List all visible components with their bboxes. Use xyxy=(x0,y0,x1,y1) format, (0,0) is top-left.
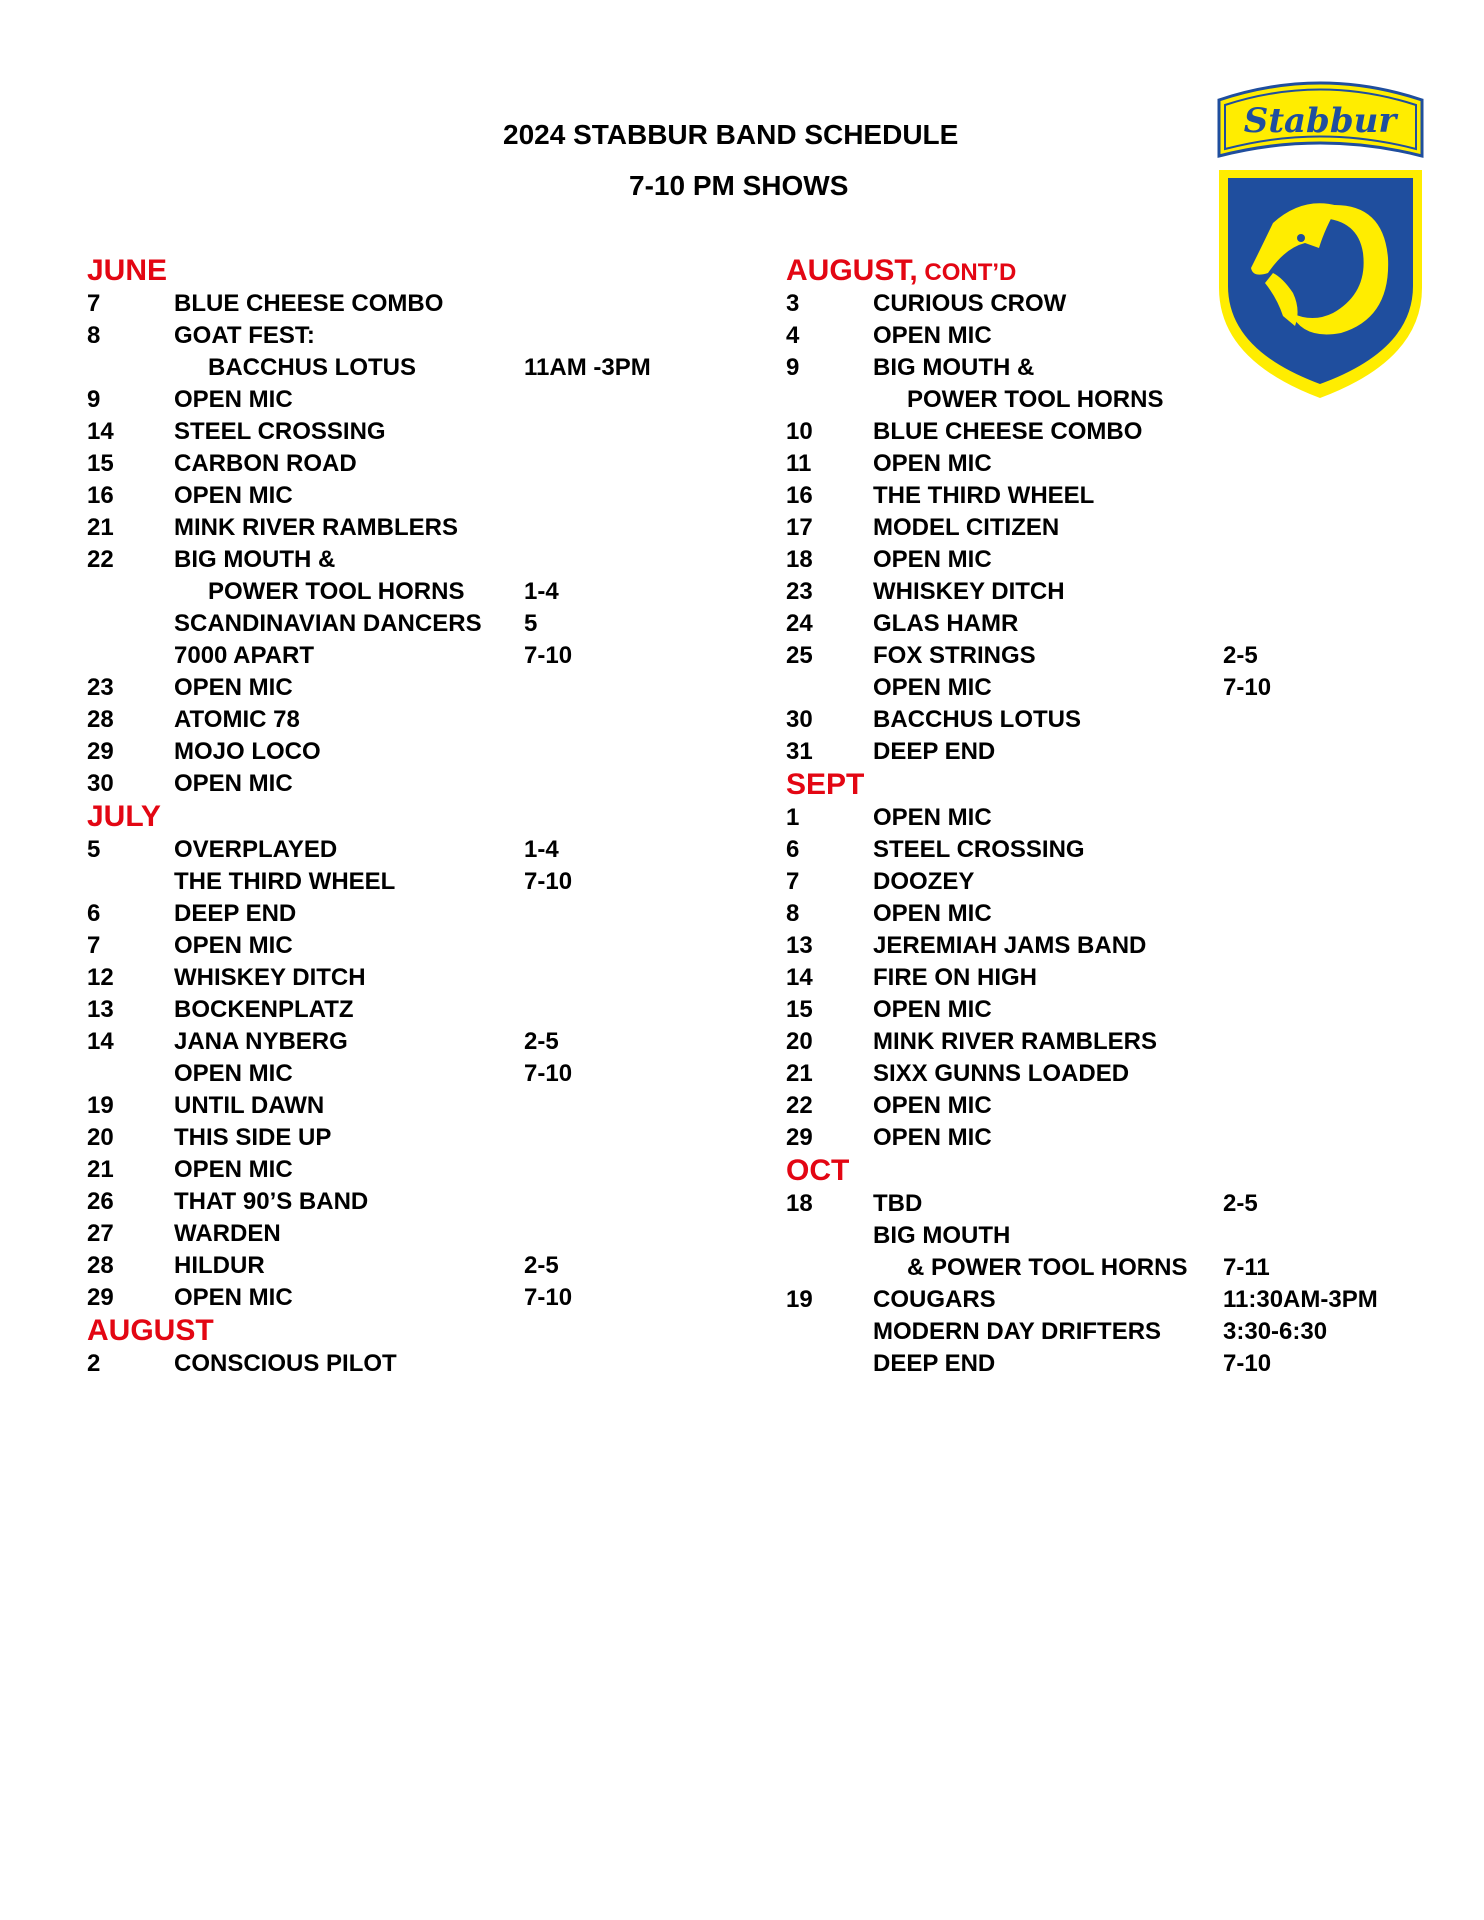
band-name: JEREMIAH JAMS BAND xyxy=(873,932,1147,959)
schedule-row xyxy=(786,384,1406,416)
show-time xyxy=(1223,866,1406,898)
show-time xyxy=(1223,320,1406,352)
show-date: 17 xyxy=(786,514,813,541)
show-time: 2-5 xyxy=(524,1252,559,1279)
band-name: OPEN MIC xyxy=(873,546,992,573)
band-name: OPEN MIC xyxy=(873,1092,992,1119)
band-name: OPEN MIC xyxy=(873,674,992,701)
show-date: 26 xyxy=(87,1188,114,1215)
show-time xyxy=(524,480,707,512)
schedule-row xyxy=(786,834,1406,866)
show-date: 3 xyxy=(786,290,800,317)
schedule-row xyxy=(87,1122,707,1154)
show-time xyxy=(1223,802,1406,834)
show-date: 23 xyxy=(786,578,813,605)
show-date xyxy=(87,608,174,640)
schedule-row xyxy=(786,1122,1406,1154)
show-date: 9 xyxy=(786,354,800,381)
band-name: THAT 90’S BAND xyxy=(174,1188,369,1215)
show-date: 8 xyxy=(87,322,101,349)
band-name: OPEN MIC xyxy=(174,386,293,413)
show-date: 6 xyxy=(87,900,101,927)
show-time: 1-4 xyxy=(524,578,559,605)
schedule-row xyxy=(786,1220,1406,1252)
show-time xyxy=(524,384,707,416)
show-time xyxy=(524,930,707,962)
schedule-row xyxy=(87,320,707,352)
show-time xyxy=(1223,352,1406,384)
show-time: 11:30AM-3PM xyxy=(1223,1286,1378,1313)
show-time xyxy=(1223,704,1406,736)
band-name: OPEN MIC xyxy=(174,674,293,701)
show-date: 12 xyxy=(87,964,114,991)
show-time xyxy=(524,704,707,736)
band-name: 7000 APART xyxy=(174,642,315,669)
band-name: STEEL CROSSING xyxy=(873,836,1085,863)
schedule-row xyxy=(786,448,1406,480)
show-date: 13 xyxy=(786,932,813,959)
band-name: COUGARS xyxy=(873,1286,996,1313)
show-time xyxy=(1223,834,1406,866)
show-date: 9 xyxy=(87,386,101,413)
show-time: 1-4 xyxy=(524,836,559,863)
schedule-row xyxy=(786,736,1406,768)
show-time: 7-10 xyxy=(524,1284,573,1311)
show-time xyxy=(1223,608,1406,640)
band-name: CURIOUS CROW xyxy=(873,290,1067,317)
schedule-row xyxy=(87,640,707,672)
schedule-row xyxy=(87,448,707,480)
band-name: OPEN MIC xyxy=(174,1156,293,1183)
show-date: 27 xyxy=(87,1220,114,1247)
show-time xyxy=(524,736,707,768)
show-date: 15 xyxy=(87,450,114,477)
schedule-row xyxy=(786,1188,1406,1220)
show-date: 15 xyxy=(786,996,813,1023)
show-time xyxy=(1223,480,1406,512)
show-date: 30 xyxy=(87,770,114,797)
show-time: 5 xyxy=(524,610,538,637)
schedule-row xyxy=(786,930,1406,962)
show-time xyxy=(1223,416,1406,448)
band-name: THIS SIDE UP xyxy=(174,1124,332,1151)
schedule-row xyxy=(786,544,1406,576)
schedule-row xyxy=(786,480,1406,512)
show-date: 23 xyxy=(87,674,114,701)
show-date xyxy=(786,1252,873,1284)
month-label: OCT xyxy=(786,1154,850,1187)
band-name: BIG MOUTH xyxy=(873,1222,1011,1249)
band-name: BACCHUS LOTUS xyxy=(208,354,416,381)
band-name: MODERN DAY DRIFTERS xyxy=(873,1318,1162,1345)
schedule-row xyxy=(786,288,1406,320)
band-name: BLUE CHEESE COMBO xyxy=(873,418,1143,445)
band-name: OPEN MIC xyxy=(174,932,293,959)
show-date xyxy=(87,1058,174,1090)
schedule-row xyxy=(87,1058,707,1090)
show-date: 2 xyxy=(87,1350,101,1377)
band-name: & POWER TOOL HORNS xyxy=(907,1254,1188,1281)
month-label: JUNE xyxy=(87,254,168,287)
schedule-row xyxy=(87,1250,707,1282)
schedule-row xyxy=(87,834,707,866)
page-subtitle: 7-10 PM SHOWS xyxy=(629,170,849,201)
show-time xyxy=(524,416,707,448)
band-name: DOOZEY xyxy=(873,868,975,895)
show-date xyxy=(786,384,873,416)
show-date: 31 xyxy=(786,738,813,765)
show-time xyxy=(1223,898,1406,930)
schedule-row xyxy=(87,480,707,512)
show-date xyxy=(786,1316,873,1348)
show-date: 24 xyxy=(786,610,813,637)
schedule-row xyxy=(87,866,707,898)
schedule-row xyxy=(786,672,1406,704)
band-name: FOX STRINGS xyxy=(873,642,1036,669)
band-name: OPEN MIC xyxy=(174,1284,293,1311)
schedule-row xyxy=(87,1154,707,1186)
band-name: SCANDINAVIAN DANCERS xyxy=(174,610,482,637)
show-date: 14 xyxy=(786,964,813,991)
month-heading xyxy=(87,800,707,834)
band-name: OPEN MIC xyxy=(873,1124,992,1151)
schedule-row xyxy=(87,544,707,576)
band-name: OVERPLAYED xyxy=(174,836,338,863)
schedule-row xyxy=(87,384,707,416)
band-name: POWER TOOL HORNS xyxy=(208,578,465,605)
schedule-row xyxy=(87,1186,707,1218)
schedule-row xyxy=(87,1026,707,1058)
band-name: OPEN MIC xyxy=(873,996,992,1023)
show-time xyxy=(524,1122,707,1154)
band-name: DEEP END xyxy=(873,1350,996,1377)
band-name: OPEN MIC xyxy=(873,900,992,927)
schedule-row xyxy=(786,640,1406,672)
schedule-row xyxy=(87,288,707,320)
show-time xyxy=(1223,1026,1406,1058)
show-date xyxy=(786,1348,873,1380)
logo-text: Stabbur xyxy=(1243,101,1397,141)
show-date: 21 xyxy=(87,1156,114,1183)
band-name: HILDUR xyxy=(174,1252,265,1279)
show-date: 13 xyxy=(87,996,114,1023)
show-time xyxy=(524,768,707,800)
show-time: 11AM -3PM xyxy=(524,354,651,381)
show-time xyxy=(1223,1058,1406,1090)
show-date: 8 xyxy=(786,900,800,927)
schedule-row xyxy=(786,1090,1406,1122)
band-name: BLUE CHEESE COMBO xyxy=(174,290,444,317)
show-time xyxy=(524,1186,707,1218)
band-name: MODEL CITIZEN xyxy=(873,514,1060,541)
month-label: AUGUST xyxy=(87,1314,214,1347)
show-date: 21 xyxy=(786,1060,813,1087)
schedule-row xyxy=(87,736,707,768)
show-date: 18 xyxy=(786,1190,813,1217)
schedule-row xyxy=(786,802,1406,834)
band-name: TBD xyxy=(873,1190,923,1217)
show-date: 28 xyxy=(87,1252,114,1279)
show-date: 22 xyxy=(87,546,114,573)
show-time: 7-10 xyxy=(524,1060,573,1087)
schedule-row xyxy=(786,994,1406,1026)
show-time: 2-5 xyxy=(1223,642,1258,669)
show-date xyxy=(87,866,174,898)
band-name: OPEN MIC xyxy=(174,1060,293,1087)
schedule-row xyxy=(87,1218,707,1250)
month-label: AUGUST, xyxy=(786,254,918,287)
band-name: CONSCIOUS PILOT xyxy=(174,1350,397,1377)
schedule-row xyxy=(786,1348,1406,1380)
band-name: POWER TOOL HORNS xyxy=(907,386,1164,413)
show-time xyxy=(1223,448,1406,480)
show-date: 16 xyxy=(87,482,114,509)
show-time xyxy=(524,898,707,930)
band-name: STEEL CROSSING xyxy=(174,418,386,445)
show-time xyxy=(524,288,707,320)
band-name: GLAS HAMR xyxy=(873,610,1019,637)
schedule-row xyxy=(87,704,707,736)
show-date: 29 xyxy=(786,1124,813,1151)
show-date xyxy=(87,352,174,384)
schedule-row xyxy=(87,1090,707,1122)
band-name: BOCKENPLATZ xyxy=(174,996,354,1023)
schedule-row xyxy=(786,576,1406,608)
right-column xyxy=(786,254,1406,1380)
band-name: DEEP END xyxy=(174,900,297,927)
show-time: 2-5 xyxy=(524,1028,559,1055)
show-date xyxy=(87,640,174,672)
schedule-row xyxy=(786,962,1406,994)
show-date: 6 xyxy=(786,836,800,863)
show-date: 20 xyxy=(87,1124,114,1151)
show-time xyxy=(524,1090,707,1122)
show-date: 18 xyxy=(786,546,813,573)
show-time xyxy=(524,544,707,576)
show-time xyxy=(1223,544,1406,576)
band-name: MINK RIVER RAMBLERS xyxy=(873,1028,1158,1055)
show-date: 7 xyxy=(87,932,101,959)
schedule-row xyxy=(786,1316,1406,1348)
band-name: UNTIL DAWN xyxy=(174,1092,325,1119)
show-time xyxy=(524,1218,707,1250)
left-column xyxy=(87,254,707,1380)
band-name: JANA NYBERG xyxy=(174,1028,348,1055)
show-time xyxy=(1223,384,1406,416)
show-time: 7-10 xyxy=(524,642,573,669)
schedule-row xyxy=(87,898,707,930)
band-name: GOAT FEST: xyxy=(174,322,315,349)
show-date: 7 xyxy=(87,290,101,317)
show-time: 7-11 xyxy=(1223,1254,1270,1281)
band-name: WARDEN xyxy=(174,1220,281,1247)
month-heading xyxy=(786,254,1406,288)
show-date: 1 xyxy=(786,804,800,831)
band-name: FIRE ON HIGH xyxy=(873,964,1038,991)
show-date: 19 xyxy=(87,1092,114,1119)
schedule-row xyxy=(786,1026,1406,1058)
month-label: JULY xyxy=(87,800,161,833)
schedule-row xyxy=(87,576,707,608)
show-date: 29 xyxy=(87,1284,114,1311)
show-time xyxy=(524,962,707,994)
band-name: WHISKEY DITCH xyxy=(174,964,366,991)
band-name: OPEN MIC xyxy=(873,322,992,349)
month-suffix: CONT’D xyxy=(917,259,1017,286)
band-name: BIG MOUTH & xyxy=(174,546,336,573)
show-date: 30 xyxy=(786,706,813,733)
show-date: 4 xyxy=(786,322,800,349)
show-time: 7-10 xyxy=(1223,1350,1272,1377)
month-heading xyxy=(87,1314,707,1348)
show-time xyxy=(524,1348,707,1380)
band-name: MOJO LOCO xyxy=(174,738,321,765)
month-heading xyxy=(786,1154,1406,1188)
schedule-row xyxy=(786,416,1406,448)
schedule-row xyxy=(87,352,707,384)
schedule-row xyxy=(786,320,1406,352)
show-time xyxy=(524,672,707,704)
show-date: 10 xyxy=(786,418,813,445)
band-name: BIG MOUTH & xyxy=(873,354,1035,381)
show-date: 11 xyxy=(786,450,812,477)
schedule-row xyxy=(786,866,1406,898)
band-name: THE THIRD WHEEL xyxy=(174,868,396,895)
schedule-row xyxy=(786,1252,1406,1284)
band-name: OPEN MIC xyxy=(873,804,992,831)
band-name: WHISKEY DITCH xyxy=(873,578,1065,605)
band-name: DEEP END xyxy=(873,738,996,765)
show-time xyxy=(1223,1220,1406,1252)
show-time xyxy=(524,448,707,480)
month-heading xyxy=(786,768,1406,802)
show-time: 3:30-6:30 xyxy=(1223,1318,1328,1345)
show-time: 2-5 xyxy=(1223,1190,1258,1217)
schedule-row xyxy=(786,608,1406,640)
band-name: CARBON ROAD xyxy=(174,450,357,477)
show-time xyxy=(1223,512,1406,544)
schedule-row xyxy=(87,1348,707,1380)
month-label: SEPT xyxy=(786,768,865,801)
show-date: 14 xyxy=(87,1028,114,1055)
schedule-row xyxy=(87,768,707,800)
band-name: ATOMIC 78 xyxy=(174,706,300,733)
show-time xyxy=(1223,994,1406,1026)
show-time xyxy=(524,512,707,544)
band-name: OPEN MIC xyxy=(873,450,992,477)
schedule-row xyxy=(786,1058,1406,1090)
schedule-row xyxy=(786,1284,1406,1316)
schedule-row xyxy=(87,416,707,448)
show-time xyxy=(1223,736,1406,768)
schedule-row xyxy=(786,512,1406,544)
show-date: 14 xyxy=(87,418,114,445)
show-time xyxy=(1223,1122,1406,1154)
show-time xyxy=(1223,962,1406,994)
show-date: 29 xyxy=(87,738,114,765)
show-date: 20 xyxy=(786,1028,813,1055)
show-time xyxy=(1223,1090,1406,1122)
schedule-row xyxy=(786,704,1406,736)
band-name: THE THIRD WHEEL xyxy=(873,482,1095,509)
show-time xyxy=(1223,288,1406,320)
show-date: 7 xyxy=(786,868,800,895)
schedule-row xyxy=(786,898,1406,930)
show-date: 25 xyxy=(786,642,813,669)
show-date: 28 xyxy=(87,706,114,733)
schedule-row xyxy=(87,1282,707,1314)
month-heading xyxy=(87,254,707,288)
schedule-row xyxy=(87,672,707,704)
schedule-row xyxy=(87,994,707,1026)
show-date: 5 xyxy=(87,836,101,863)
band-name: MINK RIVER RAMBLERS xyxy=(174,514,459,541)
page-title: 2024 STABBUR BAND SCHEDULE xyxy=(503,119,959,150)
show-time xyxy=(524,320,707,352)
show-time xyxy=(1223,930,1406,962)
schedule-row xyxy=(87,512,707,544)
show-time xyxy=(524,1154,707,1186)
band-name: BACCHUS LOTUS xyxy=(873,706,1081,733)
show-time: 7-10 xyxy=(1223,674,1272,701)
show-time: 7-10 xyxy=(524,868,573,895)
show-date: 16 xyxy=(786,482,813,509)
show-date: 21 xyxy=(87,514,114,541)
show-date: 19 xyxy=(786,1286,813,1313)
show-date xyxy=(786,672,873,704)
schedule-row xyxy=(786,352,1406,384)
show-date xyxy=(87,576,174,608)
band-name: OPEN MIC xyxy=(174,482,293,509)
band-name: SIXX GUNNS LOADED xyxy=(873,1060,1130,1087)
show-time xyxy=(524,994,707,1026)
show-time xyxy=(1223,576,1406,608)
show-date xyxy=(786,1220,873,1252)
schedule-row xyxy=(87,608,707,640)
band-name: OPEN MIC xyxy=(174,770,293,797)
schedule-row xyxy=(87,930,707,962)
show-date: 22 xyxy=(786,1092,813,1119)
schedule-row xyxy=(87,962,707,994)
